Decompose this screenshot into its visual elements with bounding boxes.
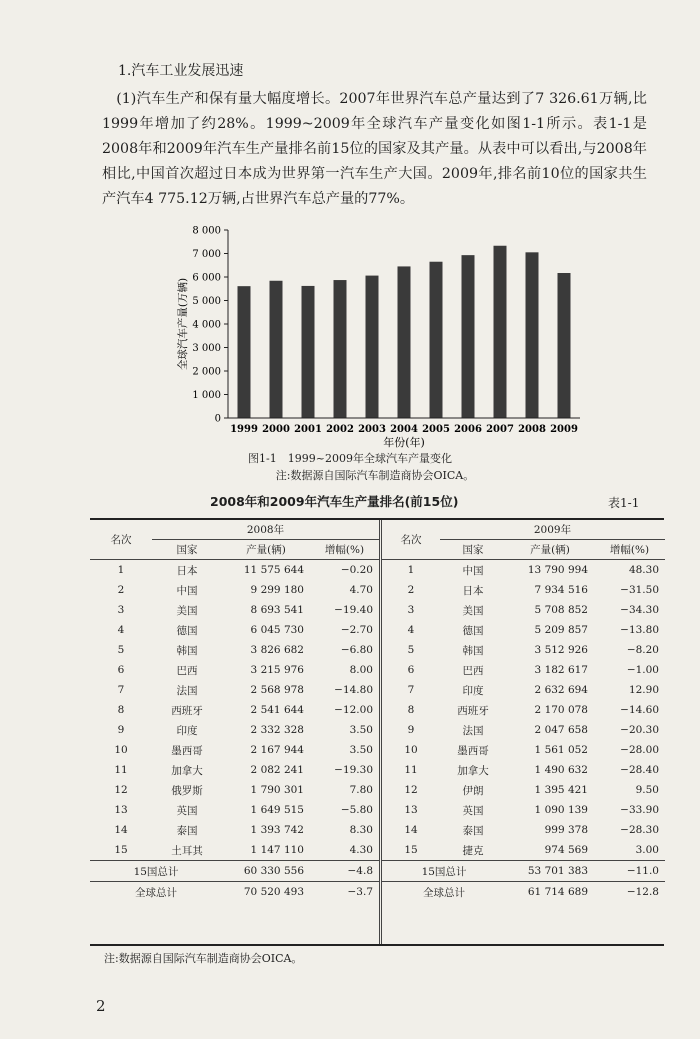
rank-cell: 2 (407, 584, 415, 596)
country-header: 国家 (462, 544, 484, 556)
production-bar-chart (170, 220, 590, 450)
rank-cell: 10 (114, 744, 128, 756)
output-cell: 2 332 328 (250, 724, 304, 736)
output-cell: 1 147 110 (250, 844, 304, 856)
output-cell: 7 934 516 (534, 584, 588, 596)
bar-1999 (238, 286, 251, 418)
table-row (382, 740, 665, 760)
total-label: 15国总计 (382, 861, 506, 882)
country-cell: 日本 (152, 560, 222, 581)
x-tick-label: 2007 (486, 424, 514, 435)
y-tick-label: 5 000 (192, 296, 221, 307)
table-row (382, 600, 665, 620)
x-tick-label: 2002 (326, 424, 354, 435)
output-cell: 11 575 644 (222, 560, 310, 581)
growth-cell: −8.20 (626, 644, 659, 656)
growth-cell: 3.00 (635, 844, 659, 856)
table-row (90, 600, 379, 620)
total-output: 70 520 493 (222, 882, 310, 903)
country-cell: 巴西 (176, 664, 198, 677)
growth-cell: 12.90 (628, 684, 659, 696)
table-row (382, 660, 665, 680)
x-axis-label: 年份(年) (383, 436, 425, 449)
country-cell: 墨西哥 (171, 744, 203, 757)
bar-2004 (398, 266, 411, 418)
total-growth: −11.0 (594, 861, 665, 882)
country-cell: 巴西 (462, 664, 484, 677)
growth-cell: 7.80 (349, 784, 373, 796)
output-header: 产量(辆) (530, 544, 570, 556)
y-tick-label: 1 000 (192, 390, 221, 401)
output-cell: 1 393 742 (250, 824, 304, 836)
y-axis-ticks (192, 226, 228, 425)
table-row (90, 840, 379, 861)
growth-cell: −34.30 (620, 604, 659, 616)
total-output: 61 714 689 (506, 882, 594, 903)
bar-2003 (366, 276, 379, 418)
bar-2005 (430, 262, 443, 418)
section-heading: 1.汽车工业发展迅速 (118, 63, 244, 79)
growth-cell: 3.50 (349, 724, 373, 736)
country-cell: 日本 (462, 584, 484, 597)
output-cell: 3 826 682 (250, 644, 304, 656)
country-header: 国家 (176, 544, 198, 556)
rank-cell: 7 (117, 684, 125, 696)
country-cell: 美国 (176, 604, 198, 617)
total-output: 60 330 556 (222, 861, 310, 882)
total-label: 15国总计 (90, 861, 222, 882)
country-cell: 捷克 (462, 844, 484, 857)
y-tick-label: 4 000 (192, 319, 221, 331)
output-cell: 1 790 301 (250, 784, 304, 796)
growth-cell: −33.90 (620, 804, 659, 816)
table-row (90, 580, 379, 600)
country-cell: 泰国 (462, 824, 484, 837)
total-growth: −4.8 (310, 861, 379, 882)
table-row (90, 720, 379, 740)
growth-cell: −2.70 (340, 624, 373, 636)
table-row (90, 820, 379, 840)
rank-cell: 5 (117, 644, 125, 656)
country-cell: 韩国 (462, 644, 484, 657)
figure-caption: 图1-1 1999~2009年全球汽车产量变化 (248, 452, 452, 465)
output-cell: 1 090 139 (534, 804, 588, 816)
rank-cell: 15 (114, 844, 128, 856)
rank-cell: 15 (404, 844, 418, 856)
bar-2008 (526, 252, 539, 418)
output-cell: 5 708 852 (534, 604, 588, 616)
growth-cell: −28.30 (620, 824, 659, 836)
x-tick-label: 1999 (230, 424, 258, 435)
y-tick-label: 3 000 (192, 343, 221, 354)
total-label: 全球总计 (90, 882, 222, 903)
table-row (382, 680, 665, 700)
output-cell: 8 693 541 (250, 604, 304, 616)
x-tick-label: 2005 (422, 424, 450, 435)
rank-cell: 14 (404, 824, 418, 836)
rank-cell: 11 (114, 764, 128, 776)
table-title: 2008年和2009年汽车生产量排名(前15位) (210, 494, 459, 509)
year-2009-header: 2009年 (440, 520, 665, 540)
table-row (382, 760, 665, 780)
total-label: 全球总计 (382, 882, 506, 903)
output-cell: 1 490 632 (534, 764, 588, 776)
bar-2000 (270, 281, 283, 418)
rank-cell: 10 (404, 744, 418, 756)
growth-cell: −14.80 (334, 684, 373, 696)
rank-cell: 1 (90, 560, 152, 581)
country-cell: 西班牙 (457, 704, 489, 717)
growth-cell: −14.60 (620, 704, 659, 716)
table-row (382, 720, 665, 740)
growth-cell: −28.40 (620, 764, 659, 776)
table-2009 (381, 520, 665, 944)
growth-cell: −28.00 (620, 744, 659, 756)
rank-cell: 9 (407, 724, 415, 736)
rank-cell: 11 (404, 764, 418, 776)
country-cell: 俄罗斯 (171, 784, 203, 797)
country-cell: 法国 (462, 724, 484, 737)
rank-cell: 13 (404, 804, 418, 816)
table-label: 表1-1 (608, 496, 640, 510)
country-cell: 印度 (462, 684, 484, 697)
y-tick-label: 8 000 (192, 225, 221, 237)
output-cell: 6 045 730 (250, 624, 304, 636)
table-note: 注:数据源自国际汽车制造商协会OICA。 (104, 952, 303, 965)
page-number: 2 (96, 997, 106, 1015)
x-tick-label: 2009 (550, 424, 578, 435)
growth-cell: 48.30 (594, 560, 665, 581)
table-row (382, 620, 665, 640)
x-tick-label: 2004 (390, 424, 418, 435)
ranking-table (90, 518, 664, 946)
table-row (90, 620, 379, 640)
table-row (90, 640, 379, 660)
output-cell: 2 047 658 (534, 724, 588, 736)
growth-cell: 8.00 (349, 664, 373, 676)
y-axis-label: 全球汽车产量(万辆) (177, 277, 189, 371)
country-cell: 德国 (176, 624, 198, 637)
growth-cell: −0.20 (310, 560, 379, 581)
growth-cell: 4.30 (349, 844, 373, 856)
table-row (90, 760, 379, 780)
growth-cell: 4.70 (349, 584, 373, 596)
growth-cell: −1.00 (626, 664, 659, 676)
rank-cell: 8 (407, 704, 415, 716)
body-paragraph: (1)汽车生产和保有量大幅度增长。2007年世界汽车总产量达到了7 326.61万辆,比1999年增加了约28%。1999~2009年全球汽车产量变化如图1-1所示。表1-1是2008年和2009年汽车生产量排名前15位的国家及其产量。从表中可以看出,与2008年相比,中国首次超过日本成为世界第一汽车生产大国。2009年,排名前10位的国家共生产汽车4 775.12万辆,占世界汽车总产量的77%。 (102, 91, 647, 207)
rank-cell: 6 (407, 664, 415, 676)
output-cell: 9 299 180 (250, 584, 304, 596)
table-row (90, 780, 379, 800)
output-cell: 2 568 978 (250, 684, 304, 696)
rank-cell: 3 (407, 604, 415, 616)
country-cell: 英国 (176, 804, 198, 817)
table-row (90, 680, 379, 700)
growth-cell: −12.00 (334, 704, 373, 716)
growth-cell: −20.30 (620, 724, 659, 736)
country-cell: 印度 (176, 724, 198, 737)
y-tick-label: 7 000 (192, 249, 221, 260)
country-cell: 墨西哥 (457, 744, 489, 757)
total-growth: −3.7 (310, 882, 379, 903)
growth-header: 增幅(%) (609, 544, 650, 556)
rank-cell: 5 (407, 644, 415, 656)
country-cell: 韩国 (176, 644, 198, 657)
table-row (382, 780, 665, 800)
growth-cell: −19.40 (334, 604, 373, 616)
bar-2007 (494, 246, 507, 418)
global-total-row (382, 882, 665, 903)
output-cell: 5 209 857 (534, 624, 588, 636)
country-cell: 泰国 (176, 824, 198, 837)
global-total-row (90, 882, 379, 903)
rank-cell: 8 (117, 704, 125, 716)
rank-cell: 4 (117, 624, 125, 636)
table-row (382, 840, 665, 861)
rank-cell: 12 (404, 784, 418, 796)
growth-cell: −19.30 (334, 764, 373, 776)
output-cell: 1 395 421 (534, 784, 588, 796)
rank-cell: 7 (407, 684, 415, 696)
country-cell: 加拿大 (171, 764, 203, 777)
growth-cell: −13.80 (620, 624, 659, 636)
country-cell: 西班牙 (171, 704, 203, 717)
output-cell: 2 167 944 (250, 744, 304, 756)
bar-2009 (558, 273, 571, 418)
total-row (382, 861, 665, 882)
bar-series (238, 246, 571, 418)
rank-cell: 12 (114, 784, 128, 796)
table-row (90, 800, 379, 820)
x-tick-label: 2006 (454, 424, 482, 435)
output-cell: 2 082 241 (250, 764, 304, 776)
rank-cell: 14 (114, 824, 128, 836)
output-cell: 13 790 994 (506, 560, 594, 581)
total-growth: −12.8 (594, 882, 665, 903)
table-row (382, 820, 665, 840)
rank-cell: 2 (117, 584, 125, 596)
rank-cell: 6 (117, 664, 125, 676)
x-axis-ticks (230, 424, 578, 435)
country-cell: 德国 (462, 624, 484, 637)
rank-cell: 9 (117, 724, 125, 736)
output-cell: 1 561 052 (534, 744, 588, 756)
y-tick-label: 6 000 (192, 272, 221, 284)
total-row (90, 861, 379, 882)
year-2008-header: 2008年 (152, 520, 379, 540)
x-tick-label: 2001 (294, 424, 322, 435)
country-cell: 加拿大 (457, 764, 489, 777)
country-cell: 伊朗 (462, 784, 484, 797)
total-output: 53 701 383 (506, 861, 594, 882)
table-row (382, 700, 665, 720)
rank-header: 名次 (400, 534, 422, 546)
country-cell: 法国 (176, 684, 198, 697)
table-row (90, 740, 379, 760)
output-cell: 974 569 (544, 844, 588, 856)
output-cell: 3 215 976 (250, 664, 304, 676)
output-cell: 2 632 694 (534, 684, 588, 696)
figure-note: 注:数据源自国际汽车制造商协会OICA。 (275, 469, 475, 482)
growth-cell: −5.80 (340, 804, 373, 816)
growth-cell: 9.50 (635, 784, 659, 796)
growth-cell: −6.80 (340, 644, 373, 656)
table-2008 (90, 520, 380, 944)
country-cell: 土耳其 (171, 844, 203, 857)
table-row (90, 700, 379, 720)
growth-header: 增幅(%) (324, 544, 365, 556)
bar-2002 (334, 280, 347, 418)
growth-cell: −31.50 (620, 584, 659, 596)
output-cell: 3 512 926 (534, 644, 588, 656)
output-cell: 2 170 078 (534, 704, 588, 716)
table-row (90, 660, 379, 680)
bar-2001 (302, 286, 315, 418)
x-tick-label: 2003 (358, 424, 386, 435)
bar-2006 (462, 255, 475, 418)
rank-cell: 4 (407, 624, 415, 636)
rank-cell: 1 (382, 560, 440, 581)
table-row (382, 640, 665, 660)
country-cell: 英国 (462, 804, 484, 817)
output-cell: 3 182 617 (534, 664, 588, 676)
table-row (382, 580, 665, 600)
country-cell: 中国 (440, 560, 506, 581)
country-cell: 美国 (462, 604, 484, 617)
output-cell: 2 541 644 (250, 704, 304, 716)
growth-cell: 8.30 (349, 824, 373, 836)
table-row (90, 560, 379, 581)
output-cell: 1 649 515 (250, 804, 304, 816)
x-tick-label: 2000 (262, 424, 290, 435)
rank-cell: 13 (114, 804, 128, 816)
y-tick-label: 2 000 (192, 366, 221, 378)
x-tick-label: 2008 (518, 424, 546, 435)
y-tick-label: 0 (214, 413, 221, 425)
country-cell: 中国 (176, 584, 198, 597)
rank-cell: 3 (117, 604, 125, 616)
growth-cell: 3.50 (349, 744, 373, 756)
rank-header: 名次 (110, 534, 132, 546)
output-header: 产量(辆) (246, 544, 286, 556)
table-row (382, 800, 665, 820)
output-cell: 999 378 (544, 824, 588, 836)
table-row (382, 560, 665, 581)
